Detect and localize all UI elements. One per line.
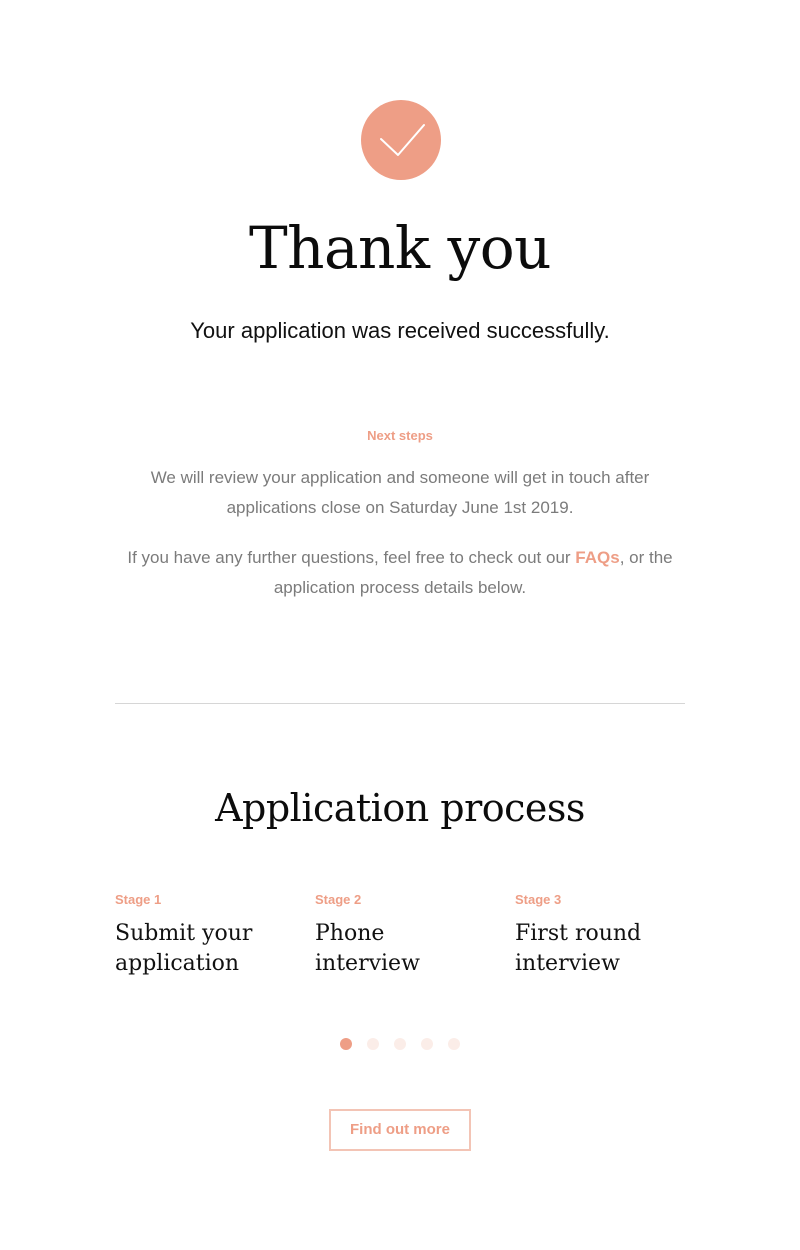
stage-card-1 bbox=[115, 890, 295, 979]
stage-title: Phone interview bbox=[315, 921, 420, 976]
carousel-dot-5[interactable] bbox=[448, 1038, 460, 1050]
faq-link[interactable]: FAQs bbox=[575, 548, 620, 567]
carousel-dot-4[interactable] bbox=[421, 1038, 433, 1050]
carousel-dot-1[interactable] bbox=[340, 1038, 352, 1050]
page-title: Thank you bbox=[248, 214, 552, 282]
section-divider bbox=[115, 703, 685, 704]
faq-paragraph-text-end: , or the application process details below. bbox=[273, 548, 673, 597]
application-process-title: Application process bbox=[215, 786, 585, 830]
faq-paragraph-text-start: If you have any further questions, feel free to check out our bbox=[127, 548, 576, 567]
stage-label: Stage 1 bbox=[115, 892, 162, 907]
stage-title: First round interview bbox=[515, 921, 642, 976]
next-steps-paragraph: We will review your application and someone will get in touch after applications close on Saturday June 1st 2019. bbox=[150, 468, 650, 517]
success-check-icon bbox=[361, 100, 441, 180]
stage-label: Stage 3 bbox=[515, 892, 562, 907]
stage-card-2 bbox=[315, 890, 495, 979]
stage-card-3 bbox=[515, 890, 695, 979]
stage-label: Stage 2 bbox=[315, 892, 362, 907]
stage-title: Submit your application bbox=[115, 921, 253, 976]
faq-paragraph bbox=[110, 543, 690, 603]
next-steps-label: Next steps bbox=[367, 428, 433, 443]
confirmation-message: Your application was received successfully. bbox=[190, 318, 610, 343]
carousel-dot-2[interactable] bbox=[367, 1038, 379, 1050]
check-icon bbox=[361, 100, 441, 180]
carousel-dot-3[interactable] bbox=[394, 1038, 406, 1050]
carousel-pagination bbox=[340, 1038, 470, 1050]
find-out-more-button[interactable]: Find out more bbox=[329, 1109, 471, 1151]
